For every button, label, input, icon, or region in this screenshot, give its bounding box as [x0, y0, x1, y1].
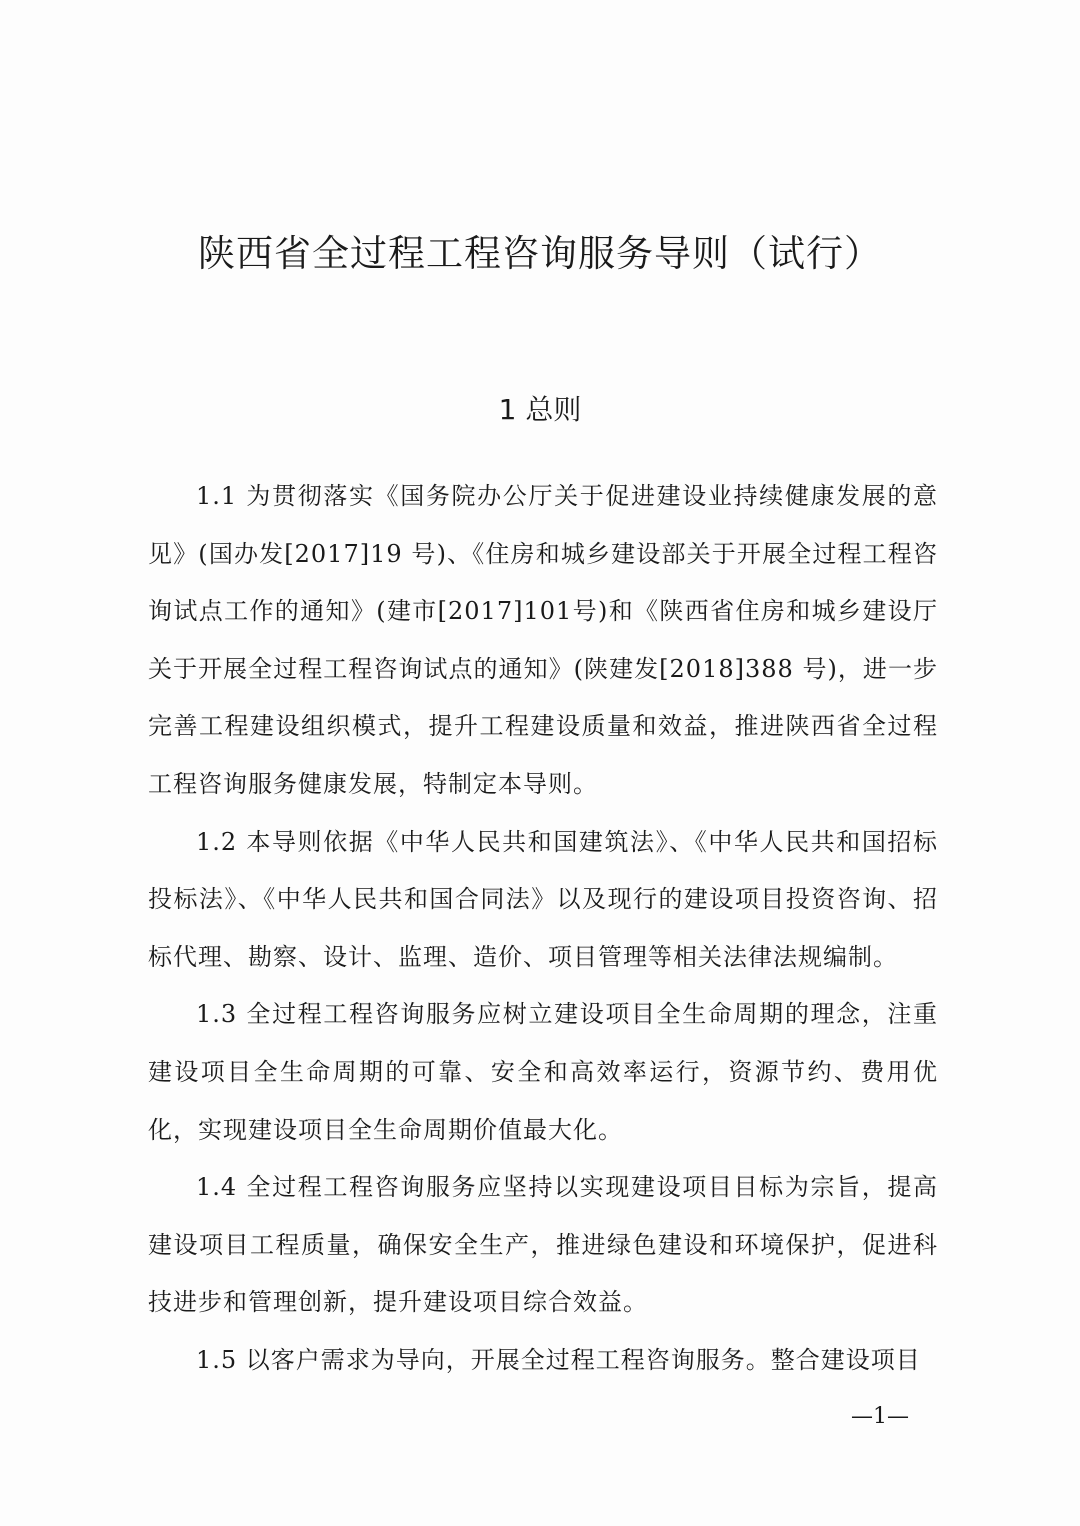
- paragraph-1-5: 1.5 以客户需求为导向，开展全过程工程咨询服务。整合建设项目: [196, 1345, 921, 1374]
- paragraph-1-2: 1.2 本导则依据《中华人民共和国建筑法》、《中华人民共和国招标投标法》、《中华人民共和国合同法》以及现行的建设项目投资咨询、招标代理、勘察、设计、监理、造价、项目管理等相关法律法规编制。: [148, 827, 938, 971]
- page-number: —1—: [851, 1404, 909, 1429]
- paragraph-1-4: 1.4 全过程工程咨询服务应坚持以实现建设项目目标为宗旨，提高建设项目工程质量，确保安全生产，推进绿色建设和环境保护，促进科技进步和管理创新，提升建设项目综合效益。: [148, 1173, 938, 1317]
- paragraph-1-3: 1.3 全过程工程咨询服务应树立建设项目全生命周期的理念，注重建设项目全生命周期的可靠、安全和高效率运行，资源节约、费用优化，实现建设项目全生命周期价值最大化。: [148, 1000, 938, 1144]
- paragraph-1-1: 1.1 为贯彻落实《国务院办公厅关于促进建设业持续健康发展的意见》(国办发[2017]19 号)、《住房和城乡建设部关于开展全过程工程咨询试点工作的通知》(建市[2017]101号)和《陕西省住房和城乡建设厅关于开展全过程工程咨询试点的通知》(陕建发[2018]388 号)，进一步完善工程建设组织模式，提升工程建设质量和效益，推进陕西省全过程工程咨询服务健康发展，特制定本导则。: [148, 482, 938, 798]
- document-body: [148, 468, 938, 1390]
- chapter-heading: 1 总则: [498, 393, 582, 426]
- document-title: 陕西省全过程工程咨询服务导则（试行）: [198, 232, 882, 275]
